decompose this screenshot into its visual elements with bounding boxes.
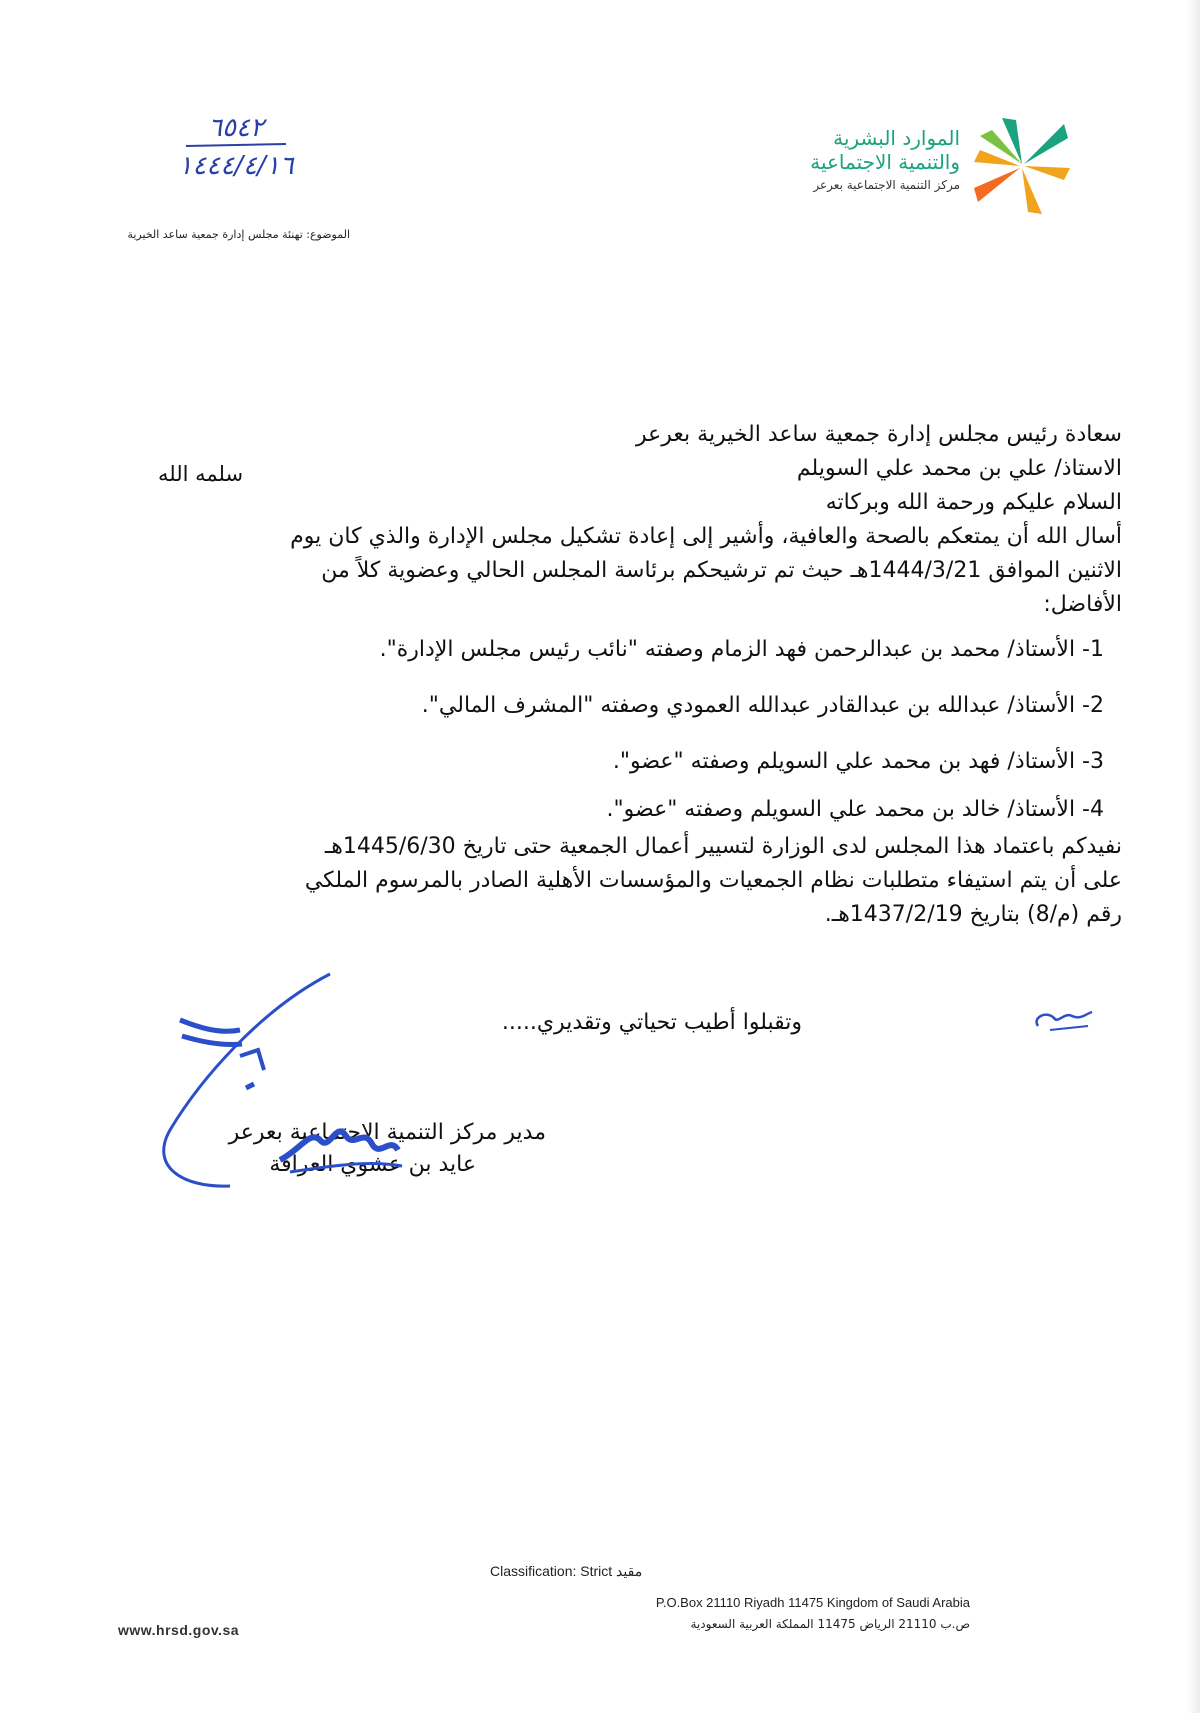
paragraph1-line3: الأفاضل: bbox=[1043, 592, 1122, 617]
members-list bbox=[108, 622, 1122, 830]
greeting: السلام عليكم ورحمة الله وبركاته bbox=[825, 490, 1122, 515]
letter-body bbox=[108, 418, 1122, 932]
handwritten-reference bbox=[156, 108, 316, 188]
paragraph2-line3: رقم (م/8) بتاريخ 1437/2/19هـ. bbox=[824, 902, 1122, 927]
signatory-name: عايد بن عشوي العرافة bbox=[269, 1152, 476, 1177]
address-english: P.O.Box 21110 Riyadh 11475 Kingdom of Saudi Arabia bbox=[655, 1595, 970, 1610]
handwritten-signature bbox=[140, 960, 440, 1200]
member-item: 1- الأستاذ/ محمد بن عبدالرحمن فهد الزمام وصفته "نائب رئيس مجلس الإدارة". bbox=[379, 637, 1104, 662]
reference-date: ١٤٤٤/٤/١٦ bbox=[178, 151, 294, 181]
org-name-line1: الموارد البشرية bbox=[833, 126, 960, 150]
address-arabic: ص.ب 21110 الرياض 11475 المملكة العربية السعودية bbox=[690, 1617, 970, 1631]
initials-mark bbox=[1028, 1000, 1098, 1040]
signatory-title: مدير مركز التنمية الاجتماعية بعرعر bbox=[228, 1120, 546, 1145]
star-logo-icon bbox=[972, 116, 1072, 216]
paragraph2-line1: نفيدكم باعتماد هذا المجلس لدى الوزارة لتسيير أعمال الجمعية حتى تاريخ 1445/6/30هـ bbox=[324, 834, 1122, 859]
org-name-line2: والتنمية الاجتماعية bbox=[810, 150, 960, 174]
paragraph1-line2: الاثنين الموافق 1444/3/21هـ حيث تم ترشيحكم برئاسة المجلس الحالي وعضوية كلاً من bbox=[321, 558, 1122, 583]
closing-line: وتقبلوا أطيب تحياتي وتقديري..... bbox=[501, 1010, 802, 1035]
website-url[interactable]: www.hrsd.gov.sa bbox=[118, 1622, 240, 1638]
member-item: 3- الأستاذ/ فهد بن محمد علي السويلم وصفته "عضو". bbox=[612, 749, 1104, 774]
salutation-right: سلمه الله bbox=[158, 462, 244, 486]
addressee-line2: الاستاذ/ علي بن محمد علي السويلم bbox=[796, 456, 1122, 481]
ministry-logo bbox=[772, 112, 1072, 222]
logo-text bbox=[760, 126, 960, 196]
member-item: 2- الأستاذ/ عبدالله بن عبدالقادر عبدالله العمودي وصفته "المشرف المالي". bbox=[421, 693, 1104, 718]
paragraph2-line2: على أن يتم استيفاء متطلبات نظام الجمعيات والمؤسسات الأهلية الصادر بالمرسوم الملكي bbox=[304, 868, 1122, 893]
classification-label: Classification: Strict مقيد bbox=[490, 1563, 643, 1579]
org-branch-name: مركز التنمية الاجتماعية بعرعر bbox=[813, 178, 960, 192]
addressee-line1: سعادة رئيس مجلس إدارة جمعية ساعد الخيرية بعرعر bbox=[636, 422, 1122, 447]
page-edge-shadow bbox=[1186, 0, 1200, 1713]
paragraph1-line1: أسال الله أن يمتعكم بالصحة والعافية، وأشير إلى إعادة تشكيل مجلس الإدارة والذي كان يوم bbox=[290, 524, 1122, 549]
member-item: 4- الأستاذ/ خالد بن محمد علي السويلم وصفته "عضو". bbox=[606, 797, 1104, 822]
reference-number: ٦٥٤٢ bbox=[208, 113, 264, 143]
letter-subject: الموضوع: تهنئة مجلس إدارة جمعية ساعد الخيرية bbox=[127, 228, 350, 241]
